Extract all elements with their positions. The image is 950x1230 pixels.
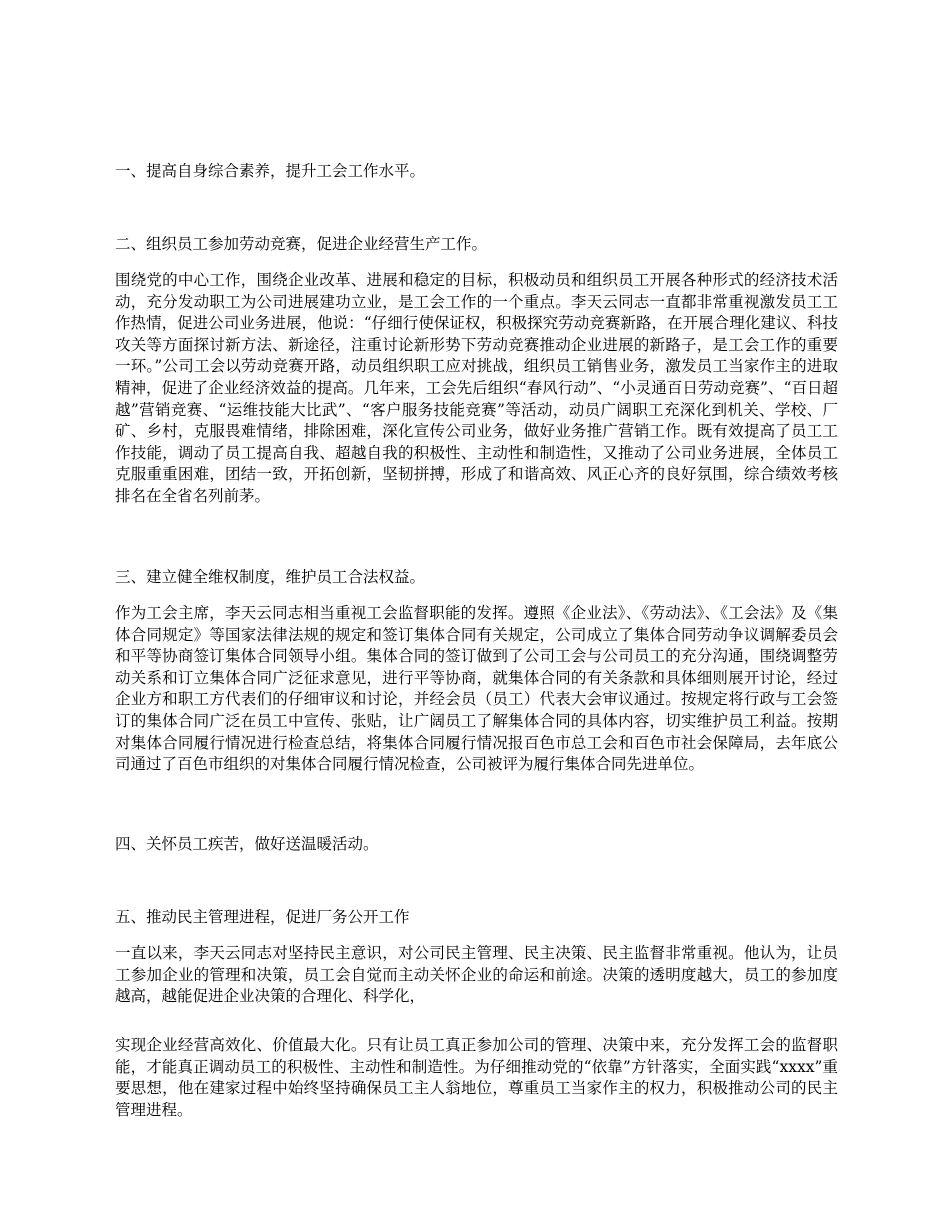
section-heading-3: 三、建立健全维权制度，维护员工合法权益。 bbox=[115, 568, 426, 586]
section-paragraph-2: 围绕党的中心工作，围绕企业改革、进展和稳定的目标，积极动员和组织员工开展各种形式的经济技术活动，充分发动职工为公司进展建功立业，是工会工作的一个重点。李天云同志一直都非常重视激发员工工作热情，促进公司业务进展，他说：“仔细行使保证权，积极探究劳动竞赛新路，在开展合理化建议、科技攻关等方面探讨新方法、新途径，注重讨论新形势下劳动竞赛推动企业进展的新路子，是工会工作的重要一环。”公司工会以劳动竞赛开路，动员组织职工应对挑战，组织员工销售业务，激发员工当家作主的进取精神，促进了企业经济效益的提高。几年来，工会先后组织“春风行动”、“小灵通百日劳动竞赛”、“百日超越”营销竞赛、“运维技能大比武”、“客户服务技能竞赛”等活动，动员广阔职工充深化到机关、学校、厂矿、乡村，克服畏难情绪，排除困难，深化宣传公司业务，做好业务推广营销工作。既有效提高了员工工作技能，调动了员工提高自我、超越自我的积极性、主动性和制造性，又推动了公司业务进展，全体员工克服重重困难，团结一致，开拓创新，坚韧拼搏，形成了和谐高效、风正心齐的良好氛围，综合绩效考核排名在全省名列前茅。 bbox=[115, 271, 838, 505]
section-paragraph-5b: 实现企业经营高效化、价值最大化。只有让员工真正参加公司的管理、决策中来，充分发挥工会的监督职能，才能真正调动员工的积极性、主动性和制造性。为仔细推动党的“依靠”方针落实，全面实践“xxxx”重要思想，他在建家过程中始终坚持确保员工主人翁地位，尊重员工当家作主的权力，积极推动公司的民主管理进程。 bbox=[115, 1036, 838, 1119]
section-heading-4: 四、关怀员工疾苦，做好送温暖活动。 bbox=[115, 835, 379, 853]
section-heading-2: 二、组织员工参加劳动竞赛，促进企业经营生产工作。 bbox=[115, 235, 488, 253]
section-heading-1: 一、提高自身综合素养，提升工会工作水平。 bbox=[115, 162, 426, 180]
section-heading-5: 五、推动民主管理进程，促进厂务公开工作 bbox=[115, 908, 410, 926]
section-paragraph-5a: 一直以来，李天云同志对坚持民主意识，对公司民主管理、民主决策、民主监督非常重视。他认为，让员工参加企业的管理和决策，员工会自觉而主动关怀企业的命运和前途。决策的透明度越大，员工的参加度越高，越能促进企业决策的合理化、科学化， bbox=[115, 944, 838, 1006]
section-paragraph-3: 作为工会主席，李天云同志相当重视工会监督职能的发挥。遵照《企业法》、《劳动法》、《工会法》及《集体合同规定》等国家法律法规的规定和签订集体合同有关规定，公司成立了集体合同劳动争议调解委员会和平等协商签订集体合同领导小组。集体合同的签订做到了公司工会与公司员工的充分沟通，围绕调整劳动关系和订立集体合同广泛征求意见，进行平等协商，就集体合同的有关条款和具体细则展开讨论，经过企业方和职工方代表们的仔细审议和讨论，并经会员（员工）代表大会审议通过。按规定将行政与工会签订的集体合同广泛在员工中宣传、张贴，让广阔员工了解集体合同的具体内容，切实维护员工利益。按期对集体合同履行情况进行检查总结，将集体合同履行情况报百色市总工会和百色市社会保障局，去年底公司通过了百色市组织的对集体合同履行情况检查，公司被评为履行集体合同先进单位。 bbox=[115, 604, 838, 774]
